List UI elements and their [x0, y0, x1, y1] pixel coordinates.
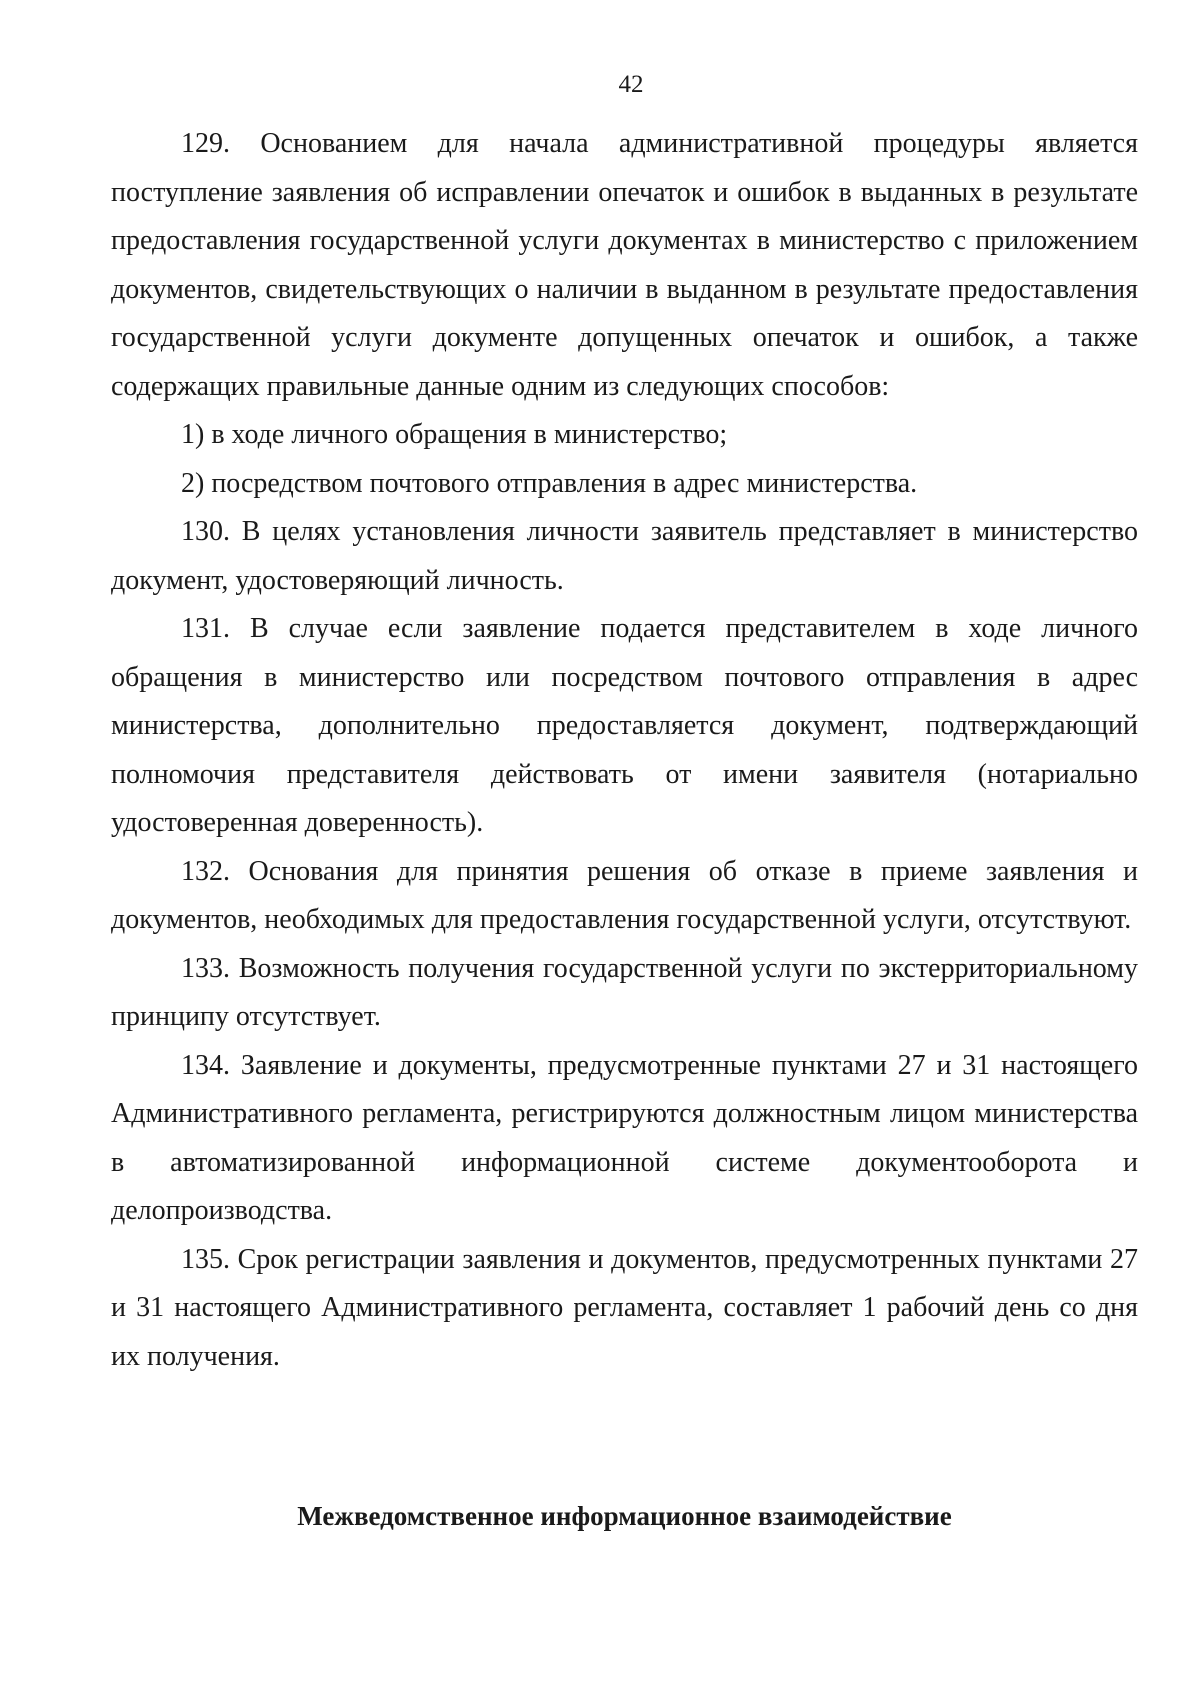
paragraph-132: 132. Основания для принятия решения об отказе в приеме заявления и документов, необходимых для предоставления государственной услуги, отсутствуют. [111, 855, 1138, 935]
paragraph-130: 130. В целях установления личности заявитель представляет в министерство документ, удостоверяющий личность. [111, 516, 1138, 596]
paragraph-129: 129. Основанием для начала административной процедуры является поступление заявления об исправлении опечаток и ошибок в выданных в результате предоставления государственной услуги документах в министерство с приложением документов, свидетельствующих о наличии в выданном в результате предоставления государственной услуги документе допущенных опечаток и ошибок, а также содержащих правильные данные одним из следующих способов: [111, 128, 1138, 402]
document-body [111, 120, 1138, 1381]
paragraph-135: 135. Срок регистрации заявления и документов, предусмотренных пунктами 27 и 31 настоящего Административного регламента, составляет 1 рабочий день со дня их получения. [111, 1243, 1138, 1372]
list-item-1: 1) в ходе личного обращения в министерство; [181, 419, 728, 450]
paragraph-131: 131. В случае если заявление подается представителем в ходе личного обращения в министерство или посредством почтового отправления в адрес министерства, дополнительно предоставляется документ, подтверждающий полномочия представителя действовать от имени заявителя (нотариально удостоверенная доверенность). [111, 613, 1138, 838]
section-heading: Межведомственное информационное взаимодействие [297, 1501, 952, 1531]
list-item-2: 2) посредством почтового отправления в адрес министерства. [181, 467, 918, 499]
paragraph-134: 134. Заявление и документы, предусмотренные пунктами 27 и 31 настоящего Административного регламента, регистрируются должностным лицом министерства в автоматизированной информационной системе документооборота и делопроизводства. [111, 1049, 1138, 1226]
page-number: 42 [618, 71, 644, 98]
paragraph-133: 133. Возможность получения государственной услуги по экстерриториальному принципу отсутствует. [111, 952, 1138, 1032]
